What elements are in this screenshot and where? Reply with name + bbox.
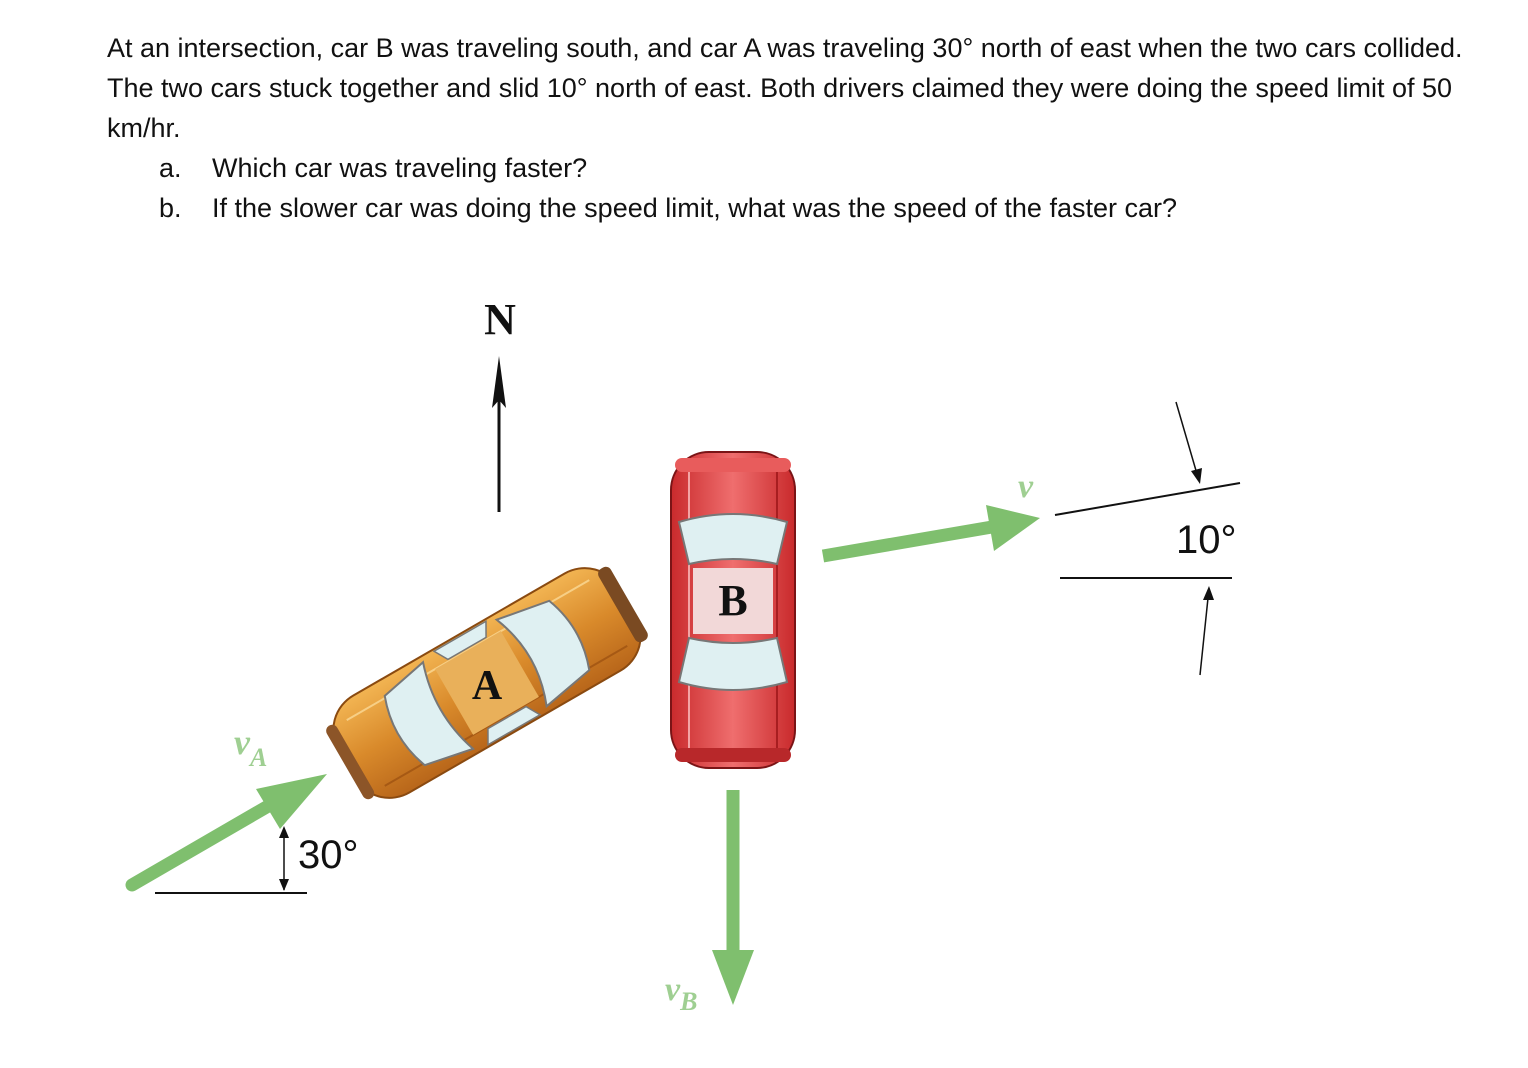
angle-final-marker: [1055, 402, 1240, 675]
velocity-final-arrow: [823, 468, 1040, 556]
velocity-final-label: v: [1018, 468, 1034, 505]
velocity-b-arrow: [665, 790, 754, 1016]
question-a-marker: a.: [159, 153, 182, 183]
angle-final-label: 10°: [1176, 518, 1237, 562]
car-a-label: A: [471, 663, 503, 709]
car-b: [671, 452, 795, 768]
car-b-windshield: [679, 638, 787, 690]
north-indicator: [484, 295, 516, 512]
question-a-text: Which car was traveling faster?: [212, 153, 588, 183]
north-label: N: [484, 295, 516, 344]
velocity-b-label: $v_B$: [665, 971, 698, 1016]
car-b-label: B: [718, 576, 748, 625]
problem-statement: At an intersection, car B was traveling south, and car A was traveling 30° north of east when the two cars collided. The two cars stuck together and slid 10° north of east. Both drivers claimed they were doing the speed limit of 50 km/hr.: [107, 33, 1463, 143]
angle-a-label: 30°: [298, 833, 359, 877]
question-b-text: If the slower car was doing the speed limit, what was the speed of the faster car?: [212, 193, 1177, 223]
car-a: [317, 553, 657, 814]
car-b-rear-window: [679, 514, 787, 564]
velocity-a-label: $v_A$: [234, 722, 268, 772]
question-b-marker: b.: [159, 193, 182, 223]
